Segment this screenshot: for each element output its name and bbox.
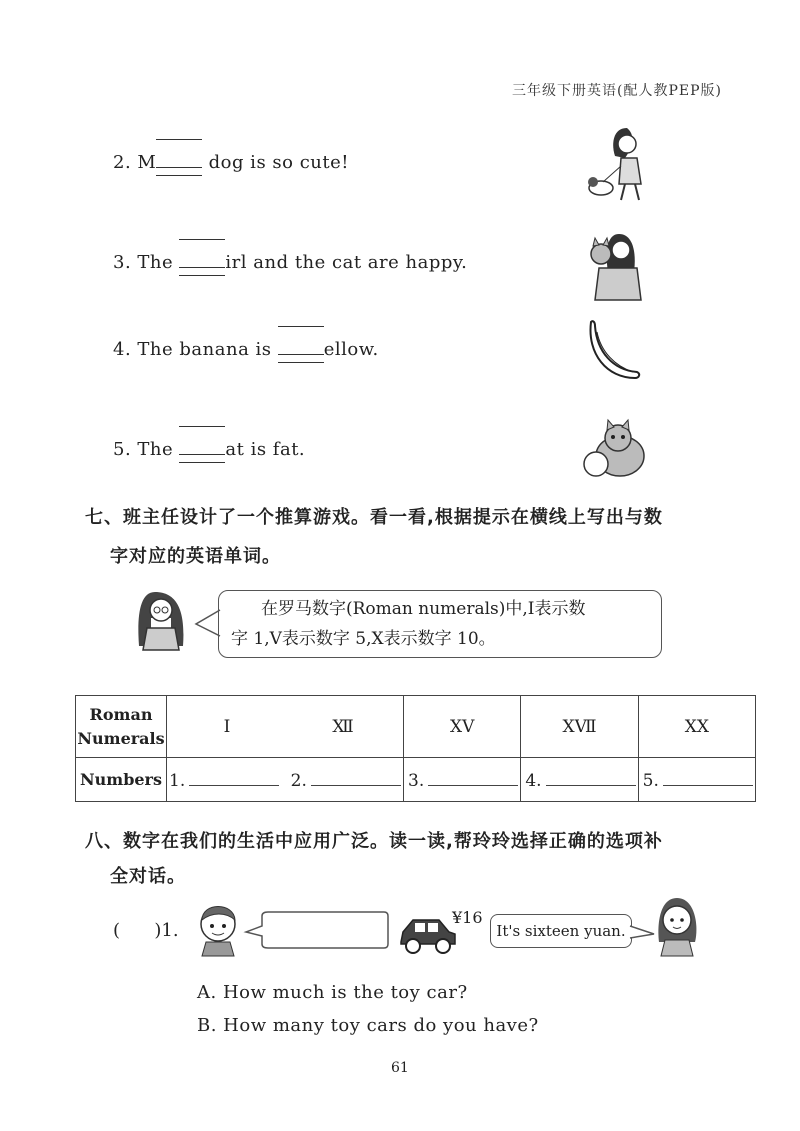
roman-numerals-table: [75, 695, 756, 802]
question-text-before: The banana is: [137, 339, 278, 360]
section-8-instruction-line1: 八、数字在我们的生活中应用广泛。读一读,帮玲玲选择正确的选项补: [85, 831, 663, 852]
option-b: B. How many toy cars do you have?: [197, 1015, 539, 1036]
numerals-cell-1-2: [167, 696, 404, 758]
answer-cell-4: [521, 758, 638, 802]
question-text-before: The: [137, 252, 180, 273]
answer-label-3: 3.: [408, 770, 425, 791]
answer-label-2: 2.: [290, 770, 307, 791]
question-number: 4.: [113, 339, 132, 360]
option-a: A. How much is the toy car?: [197, 982, 468, 1003]
reply-bubble-tail: [628, 922, 658, 942]
question-text-before: The: [137, 439, 180, 460]
answer-cell-3: [404, 758, 521, 802]
girl-lingling-avatar: [655, 896, 701, 958]
answer-label-1: 1.: [169, 770, 186, 791]
section-7-instruction-line1: 七、班主任设计了一个推算游戏。看一看,根据提示在横线上写出与数: [85, 507, 663, 528]
writing-blank[interactable]: [179, 253, 225, 268]
section-7-instruction-line2: 字对应的英语单词。: [110, 546, 281, 567]
banana-illustration: [585, 318, 645, 383]
boy-avatar: [196, 900, 242, 958]
writing-blank[interactable]: [179, 440, 225, 455]
numeral-2: Ⅻ: [332, 716, 354, 737]
question-2: [113, 152, 349, 173]
toy-car-icon: [397, 912, 459, 958]
question-text-after: at is fat.: [225, 439, 306, 460]
reply-speech-bubble: [490, 914, 632, 948]
price-tag: ¥16: [452, 908, 483, 927]
bubble-line2: 字 1,Ⅴ表示数字 5,Ⅹ表示数字 10。: [231, 629, 496, 649]
answer-blank-3[interactable]: [428, 769, 518, 786]
page-header: 三年级下册英语(配人教PEP版): [512, 83, 722, 99]
numeral-3: ⅩⅤ: [404, 696, 521, 758]
writing-blank[interactable]: [156, 153, 202, 168]
numbers-header: Numbers: [76, 758, 167, 802]
answer-blank-4[interactable]: [546, 769, 636, 786]
question-number: 2.: [113, 152, 132, 173]
table-row: [76, 758, 756, 802]
question-text-after: irl and the cat are happy.: [225, 252, 468, 273]
question-4: [113, 339, 379, 360]
fat-cat-illustration: [580, 418, 655, 480]
question-3: [113, 252, 467, 273]
answer-cell-1-2: [167, 758, 404, 802]
page-number: 61: [391, 1060, 409, 1076]
teacher-speech-bubble: [218, 590, 662, 658]
numeral-4: ⅩⅦ: [521, 696, 638, 758]
question-text-after: ellow.: [323, 339, 379, 360]
answer-blank-1[interactable]: [189, 769, 279, 786]
section-8-instruction-line2: 全对话。: [110, 866, 186, 887]
roman-numerals-header: Roman Numerals: [76, 696, 167, 758]
numeral-5: ⅩⅩ: [638, 696, 755, 758]
question-text-after: dog is so cute!: [202, 152, 349, 173]
numeral-1: Ⅰ: [223, 716, 231, 737]
question-8-1-paren[interactable]: ( )1.: [113, 920, 179, 941]
answer-blank-2[interactable]: [311, 769, 401, 786]
answer-cell-5: [638, 758, 755, 802]
question-number: 5.: [113, 439, 132, 460]
girl-with-cat-illustration: [585, 228, 645, 303]
writing-blank[interactable]: [278, 340, 324, 355]
girl-walking-dog-illustration: [585, 122, 665, 207]
empty-speech-bubble: [242, 910, 390, 950]
answer-blank-5[interactable]: [663, 769, 753, 786]
answer-label-4: 4.: [525, 770, 542, 791]
question-5: [113, 439, 305, 460]
question-text-before: M: [137, 152, 157, 173]
table-row: [76, 696, 756, 758]
question-number: 3.: [113, 252, 132, 273]
bubble-line1: 在罗马数字(Roman numerals)中,Ⅰ表示数: [261, 599, 586, 619]
teacher-avatar: [133, 588, 195, 652]
answer-label-5: 5.: [642, 770, 659, 791]
reply-text: It's sixteen yuan.: [496, 922, 626, 940]
